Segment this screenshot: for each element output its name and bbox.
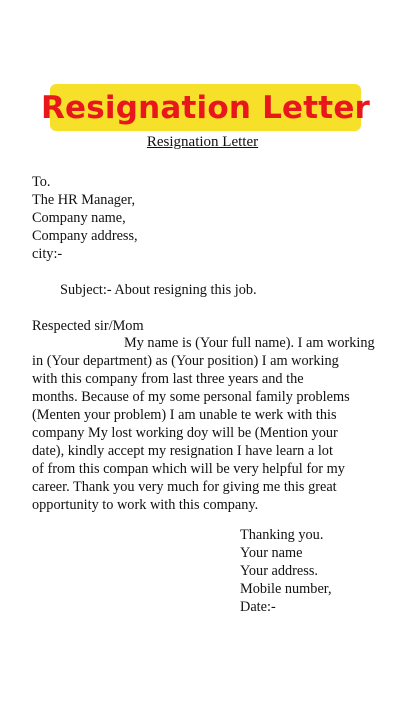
body-line: company My lost working doy will be (Mention your (32, 425, 338, 441)
body-line: opportunity to work with this company. (32, 497, 259, 513)
banner-title: Resignation Letter (40, 89, 371, 126)
title-banner (40, 84, 371, 131)
letter-heading: Resignation Letter (146, 134, 259, 150)
body-line: date), kindly accept my resignation I have learn a lot (32, 443, 333, 459)
body-line: of from this compan which will be very helpful for my (32, 461, 345, 477)
closing-line: Thanking you. (240, 527, 324, 543)
closing-line: Date:- (240, 599, 276, 615)
salutation: Respected sir/Mom (32, 318, 144, 334)
subject-line: Subject:- About resigning this job. (60, 282, 257, 298)
address-line: The HR Manager, (32, 192, 136, 208)
body-line: with this company from last three years and the (32, 371, 304, 387)
body-line: career. Thank you very much for giving me this great (32, 479, 337, 495)
body-line: in (Your department) as (Your position) I am working (32, 353, 339, 369)
address-line: Company name, (32, 210, 126, 226)
body-line: months. Because of my some personal family problems (32, 389, 350, 405)
closing-line: Mobile number, (240, 581, 332, 597)
closing-line: Your address. (240, 563, 318, 579)
address-line: Company address, (32, 228, 138, 244)
body-line: My name is (Your full name). I am working (124, 335, 375, 351)
address-line: city:- (32, 246, 63, 262)
address-line: To. (32, 174, 51, 190)
closing-line: Your name (240, 545, 303, 561)
body-line: (Menten your problem) I am unable te werk with this (32, 407, 337, 423)
